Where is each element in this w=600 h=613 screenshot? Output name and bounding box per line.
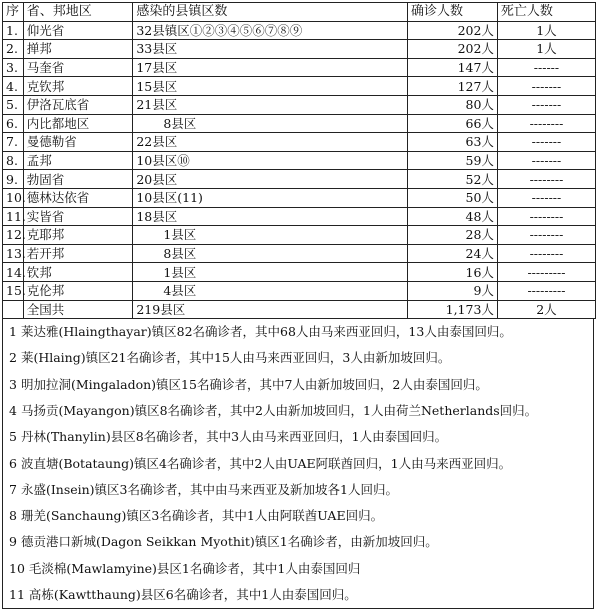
cell-deaths: ------- <box>497 188 595 207</box>
footnote-item <box>3 503 593 529</box>
footnote-number: 11 <box>9 587 25 603</box>
footnote-text: 毛淡棉(Mawlamyine)县区1名确诊者，其中1人由泰国回归 <box>28 560 361 576</box>
header-deaths: 死亡人数 <box>497 3 595 22</box>
footnote-item <box>3 477 593 503</box>
cell-region: 若开邦 <box>23 244 133 263</box>
cell-cases: 59人 <box>407 151 497 170</box>
cell-cases: 127人 <box>407 77 497 96</box>
footnote-text: 丹林(Thanylin)县区8名确诊者，其中3人由马来西亚回归，1人由泰国回归。 <box>20 429 448 445</box>
cell-cases: 9人 <box>407 281 497 300</box>
cell-towns: 10县区(11) <box>133 188 408 207</box>
table-row <box>3 263 596 282</box>
cell-region: 孟邦 <box>23 151 133 170</box>
cell-towns: 4县区 <box>133 281 408 300</box>
cell-towns: 15县区 <box>133 77 408 96</box>
footnote-item <box>3 582 593 608</box>
table-row <box>3 188 596 207</box>
cell-no: 10. <box>3 188 24 207</box>
cell-cases: 50人 <box>407 188 497 207</box>
total-deaths: 2人 <box>497 300 595 319</box>
cell-deaths: ------- <box>497 95 595 114</box>
table-row <box>3 77 596 96</box>
table-row <box>3 133 596 152</box>
footnote-number: 2 <box>9 350 17 366</box>
cell-cases: 48人 <box>407 207 497 226</box>
cell-towns: 20县区 <box>133 170 408 189</box>
cell-no: 2. <box>3 40 24 59</box>
cell-cases: 24人 <box>407 244 497 263</box>
cell-region: 伊洛瓦底省 <box>23 95 133 114</box>
footnote-number: 8 <box>9 508 17 524</box>
footnote-text: 莱达雅(Hlaingthayar)镇区82名确诊者，其中68人由马来西亚回归，13人由泰国回归。 <box>20 324 512 340</box>
cell-no: 12. <box>3 226 24 245</box>
cell-cases: 202人 <box>407 21 497 40</box>
cell-region: 钦邦 <box>23 263 133 282</box>
footnote-item <box>3 319 593 345</box>
header-no: 序 <box>3 3 24 22</box>
cell-towns: 8县区 <box>133 244 408 263</box>
cell-no: 5. <box>3 95 24 114</box>
footnote-number: 4 <box>9 402 17 418</box>
cell-towns: 10县区⑩ <box>133 151 408 170</box>
table-row <box>3 151 596 170</box>
footnote-text: 明加拉洞(Mingaladon)镇区15名确诊者，其中7人由新加坡回归，2人由泰国回归。 <box>20 376 488 392</box>
cell-no: 4. <box>3 77 24 96</box>
table-header-row <box>3 3 596 22</box>
cell-towns: 8县区 <box>133 114 408 133</box>
cell-no: 1. <box>3 21 24 40</box>
cell-cases: 80人 <box>407 95 497 114</box>
table-row <box>3 207 596 226</box>
cell-towns: 22县区 <box>133 133 408 152</box>
footnote-number: 1 <box>9 324 17 340</box>
table-row <box>3 21 596 40</box>
footnote-item <box>3 451 593 477</box>
cell-deaths: --------- <box>497 263 595 282</box>
cell-region: 曼德勒省 <box>23 133 133 152</box>
cell-region: 掸邦 <box>23 40 133 59</box>
cell-deaths: --------- <box>497 281 595 300</box>
table-row <box>3 226 596 245</box>
footnote-text: 德贡港口新城(Dagon Seikkan Myothit)镇区1名确诊者，由新加坡回归。 <box>20 534 438 550</box>
cell-region: 内比都地区 <box>23 114 133 133</box>
table-row <box>3 244 596 263</box>
table-row <box>3 95 596 114</box>
cell-deaths: -------- <box>497 244 595 263</box>
cell-no: 3. <box>3 58 24 77</box>
cell-no: 9. <box>3 170 24 189</box>
footnote-text: 永盛(Insein)镇区3名确诊者，其中由马来西亚及新加坡各1人回归。 <box>20 481 398 497</box>
total-cases: 1,173人 <box>407 300 497 319</box>
cell-deaths: 1人 <box>497 40 595 59</box>
table-row <box>3 170 596 189</box>
covid-stats-document <box>2 2 596 609</box>
cell-cases: 16人 <box>407 263 497 282</box>
header-towns: 感染的县镇区数 <box>133 3 408 22</box>
cell-region: 克钦邦 <box>23 77 133 96</box>
table-row <box>3 114 596 133</box>
table-row <box>3 40 596 59</box>
table-row <box>3 58 596 77</box>
cell-cases: 66人 <box>407 114 497 133</box>
table-row <box>3 281 596 300</box>
cell-region: 仰光省 <box>23 21 133 40</box>
cell-towns: 33县区 <box>133 40 408 59</box>
cell-no: 14. <box>3 263 24 282</box>
cell-towns: 21县区 <box>133 95 408 114</box>
cell-region: 马奎省 <box>23 58 133 77</box>
footnote-number: 9 <box>9 534 17 550</box>
cell-cases: 63人 <box>407 133 497 152</box>
cell-no: 15. <box>3 281 24 300</box>
cell-no: 13. <box>3 244 24 263</box>
cell-cases: 202人 <box>407 40 497 59</box>
footnote-text: 莱(Hlaing)镇区21名确诊者，其中15人由马来西亚回归，3人由新加坡回归。 <box>20 350 451 366</box>
cell-deaths: -------- <box>497 170 595 189</box>
footnote-number: 3 <box>9 376 17 392</box>
cell-no: 8. <box>3 151 24 170</box>
footnote-item <box>3 345 593 371</box>
cell-deaths: ------ <box>497 58 595 77</box>
footnote-number: 7 <box>9 481 17 497</box>
cell-region: 克耶邦 <box>23 226 133 245</box>
footnote-number: 5 <box>9 429 17 445</box>
total-region: 全国共 <box>23 300 133 319</box>
cell-towns: 18县区 <box>133 207 408 226</box>
cell-region: 德林达依省 <box>23 188 133 207</box>
cell-deaths: ------- <box>497 151 595 170</box>
cell-deaths: -------- <box>497 226 595 245</box>
cell-towns: 17县区 <box>133 58 408 77</box>
footnote-text: 马扬贡(Mayangon)镇区8名确诊者，其中2人由新加坡回归，1人由荷兰Netherlands回归。 <box>20 402 538 418</box>
cell-deaths: ------- <box>497 77 595 96</box>
cell-no: 7. <box>3 133 24 152</box>
cell-region: 实皆省 <box>23 207 133 226</box>
cell-no: 6. <box>3 114 24 133</box>
total-towns: 219县区 <box>133 300 408 319</box>
cell-deaths: ------- <box>497 133 595 152</box>
footnote-item <box>3 372 593 398</box>
header-cases: 确诊人数 <box>407 3 497 22</box>
total-row <box>3 300 596 319</box>
cell-region: 勃固省 <box>23 170 133 189</box>
cell-no: 11. <box>3 207 24 226</box>
footnote-number: 10 <box>9 560 25 576</box>
cell-cases: 52人 <box>407 170 497 189</box>
cell-cases: 28人 <box>407 226 497 245</box>
cell-region: 克伦邦 <box>23 281 133 300</box>
footnote-item <box>3 556 593 582</box>
footnote-text: 珊羌(Sanchaung)镇区3名确诊者，其中1人由阿联酋UAE回归。 <box>20 508 384 524</box>
cell-deaths: -------- <box>497 114 595 133</box>
cell-cases: 147人 <box>407 58 497 77</box>
total-no <box>3 300 24 319</box>
footnotes <box>2 319 594 609</box>
cell-towns: 1县区 <box>133 263 408 282</box>
footnote-item <box>3 529 593 555</box>
footnote-number: 6 <box>9 455 17 471</box>
footnote-item <box>3 424 593 450</box>
cell-towns: 32县镇区①②③④⑤⑥⑦⑧⑨ <box>133 21 408 40</box>
stats-table <box>2 2 596 319</box>
header-region: 省、邦地区 <box>23 3 133 22</box>
table-body <box>3 21 596 319</box>
footnote-item <box>3 398 593 424</box>
cell-towns: 1县区 <box>133 226 408 245</box>
footnote-text: 高栋(Kawtthaung)县区6名确诊者，其中1人由泰国回归。 <box>28 587 357 603</box>
cell-deaths: -------- <box>497 207 595 226</box>
footnote-text: 波直塘(Botataung)镇区4名确诊者，其中2人由UAE阿联酋回归，1人由马来西亚回归。 <box>20 455 512 471</box>
cell-deaths: 1人 <box>497 21 595 40</box>
